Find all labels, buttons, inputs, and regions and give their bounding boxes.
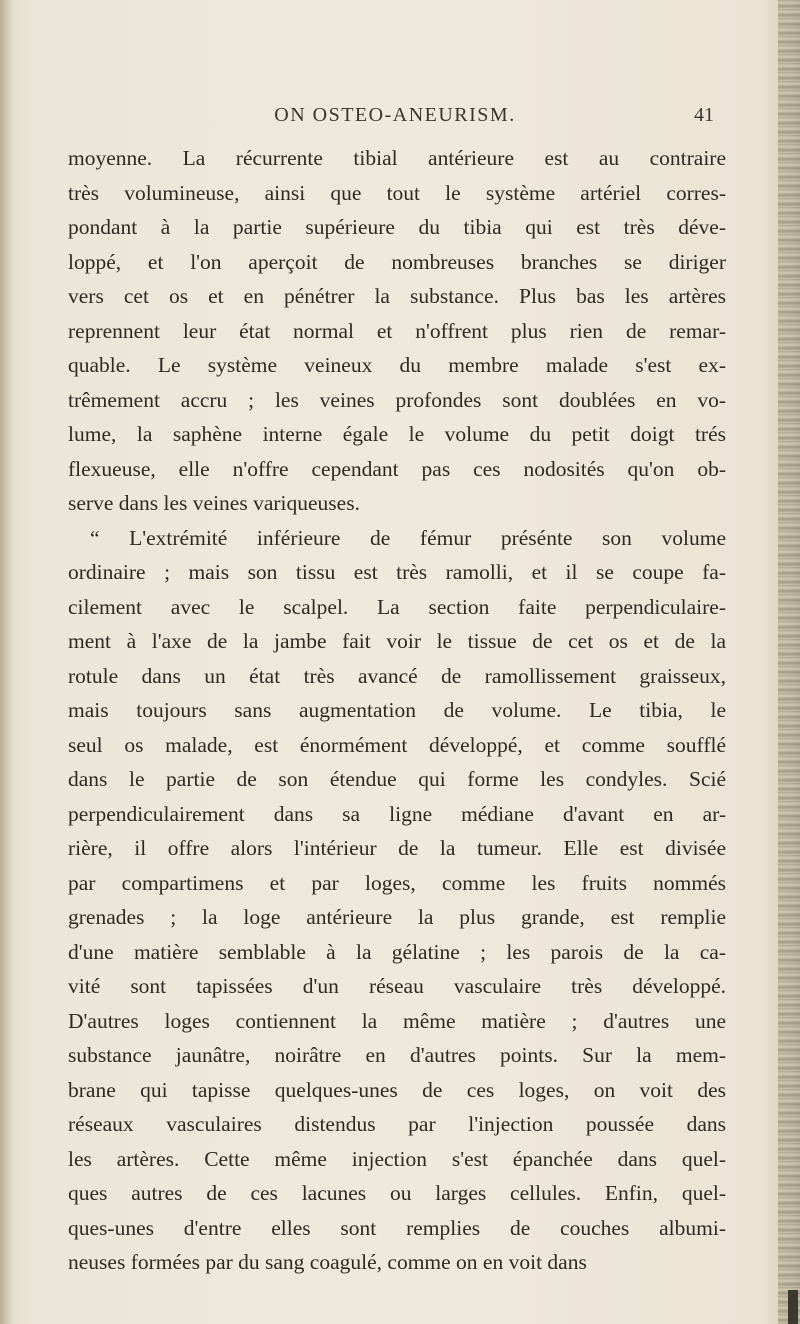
text-line: rière, il offre alors l'intérieur de la tumeur. Elle est divisée [68, 836, 726, 860]
text-line: substance jaunâtre, noirâtre en d'autres points. Sur la mem- [68, 1043, 726, 1067]
text-line: reprennent leur état normal et n'offrent plus rien de remar- [68, 318, 726, 343]
spine-shadow [0, 0, 14, 1324]
running-title: ON OSTEO-ANEURISM. [274, 104, 516, 126]
text-line: rotule dans un état très avancé de ramollissement graisseux, [68, 663, 726, 688]
page-header [70, 104, 720, 134]
text-line: “ L'extrémité inférieure de fémur présénte son volume [90, 525, 726, 550]
text-line: réseaux vasculaires distendus par l'injection poussée dans [68, 1112, 726, 1136]
text-line: ques autres de ces lacunes ou larges cellules. Enfin, quel- [68, 1181, 726, 1205]
text-line: par compartimens et par loges, comme les fruits nommés [68, 870, 726, 895]
text-line: très volumineuse, ainsi que tout le système artériel corres- [68, 180, 726, 205]
text-line: grenades ; la loge antérieure la plus grande, est remplie [68, 905, 726, 929]
text-line: vité sont tapissées d'un réseau vasculaire très développé. [68, 974, 726, 998]
text-line: ordinaire ; mais son tissu est très ramolli, et il se coupe fa- [68, 560, 726, 584]
text-line: perpendiculairement dans sa ligne médiane d'avant en ar- [68, 801, 726, 826]
text-line: dans le partie de son étendue qui forme les condyles. Scié [68, 767, 726, 791]
text-line: ques-unes d'entre elles sont remplies de couches albumi- [68, 1215, 726, 1240]
text-line: trêmement accru ; les veines profondes sont doublées en vo- [68, 387, 726, 412]
page-edge [778, 0, 800, 1324]
text-line: neuses formées par du sang coagulé, comme on en voit dans [68, 1250, 587, 1274]
text-line: quable. Le système veineux du membre malade s'est ex- [68, 353, 726, 377]
text-line: pondant à la partie supérieure du tibia qui est très déve- [68, 215, 726, 239]
text-line: seul os malade, est énormément développé, et comme soufflé [68, 732, 726, 757]
text-line: mais toujours sans augmentation de volume. Le tibia, le [68, 698, 726, 722]
paragraph [68, 521, 726, 1280]
text-line: D'autres loges contiennent la même matière ; d'autres une [68, 1008, 726, 1033]
text-line: flexueuse, elle n'offre cependant pas ces nodosités qu'on ob- [68, 456, 726, 481]
text-line: d'une matière semblable à la gélatine ; les parois de la ca- [68, 939, 726, 964]
text-line: moyenne. La récurrente tibial antérieure est au contraire [68, 146, 726, 170]
text-line: loppé, et l'on aperçoit de nombreuses branches se diriger [68, 249, 726, 274]
text-line: les artères. Cette même injection s'est épanchée dans quel- [68, 1146, 726, 1171]
text-line: ment à l'axe de la jambe fait voir le tissue de cet os et de la [68, 629, 726, 653]
text-line: cilement avec le scalpel. La section faite perpendiculaire- [68, 594, 726, 619]
text-line: serve dans les veines variqueuses. [68, 491, 360, 515]
page-edge-mark [788, 1290, 798, 1324]
paragraph [68, 141, 726, 521]
text-line: vers cet os et en pénétrer la substance. Plus bas les artères [68, 284, 726, 308]
page-number: 41 [694, 104, 714, 126]
body-text [68, 141, 726, 1280]
text-line: brane qui tapisse quelques-unes de ces loges, on voit des [68, 1077, 726, 1102]
text-line: lume, la saphène interne égale le volume du petit doigt trés [68, 422, 726, 446]
